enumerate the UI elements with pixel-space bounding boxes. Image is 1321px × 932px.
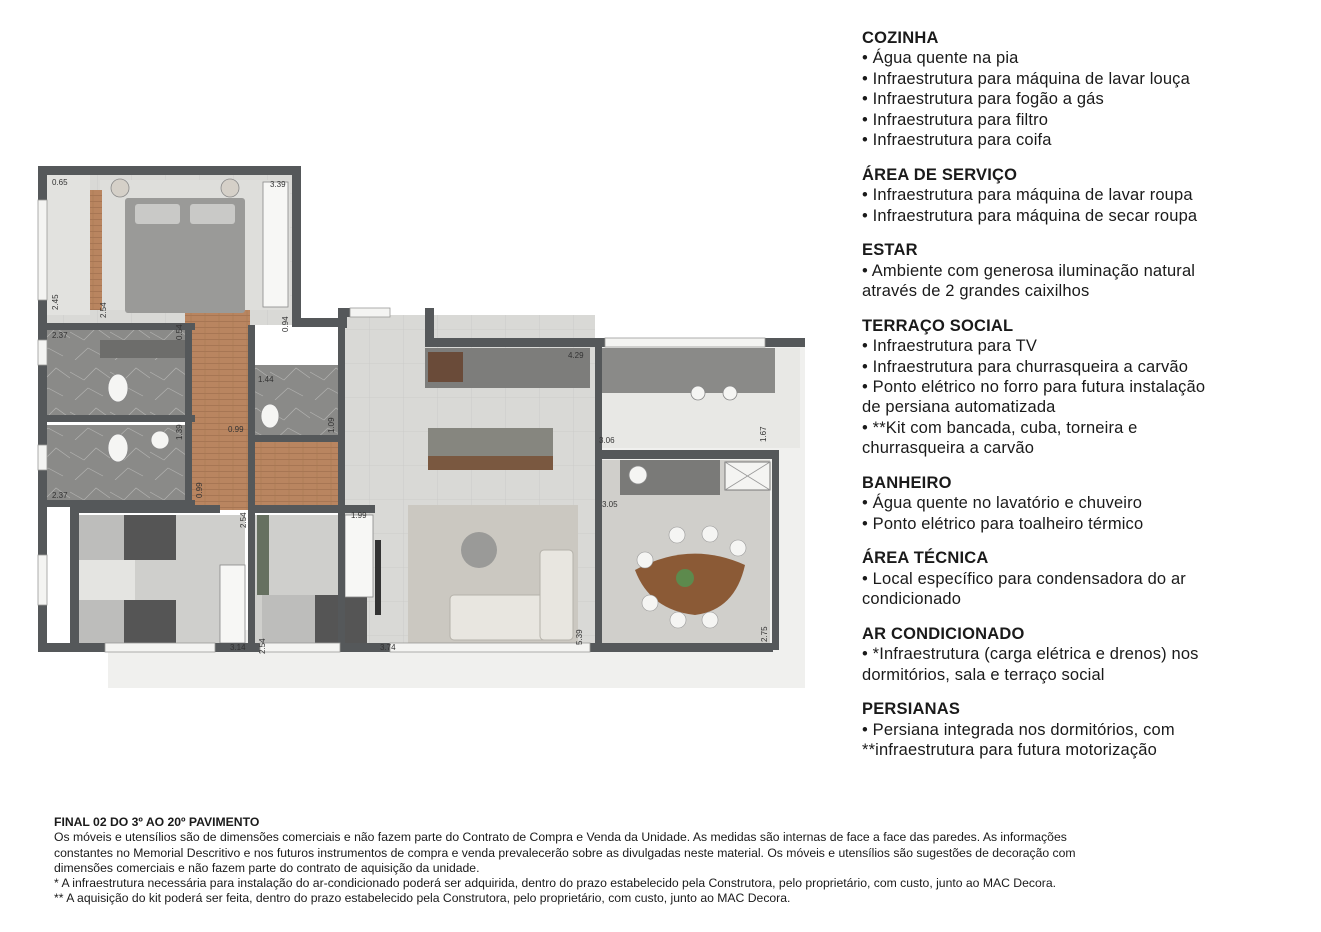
toilet-lavabo [261,404,279,428]
feature-item: • Água quente na pia [862,49,1019,68]
feature-item: • Infraestrutura para TV [862,337,1038,356]
feature-title: TERRAÇO SOCIAL [862,316,1014,335]
dim-label: 4.29 [568,351,584,360]
dim-label: 3.39 [270,180,286,189]
dim-label: 0.99 [195,482,204,498]
feature-section [862,240,1302,301]
feature-section [862,548,1302,609]
feature-title: BANHEIRO [862,473,952,492]
feature-item: • Infraestrutura para máquina de lavar louça [862,69,1190,88]
footnote-line: constantes no Memorial Descritivo e nos futuros instrumentos de compra e venda prevalecerão sobre as divulgadas neste material. Os móveis e utensílios são sugestões de decoração com [54,845,1076,860]
feature-item: • Local específico para condensadora do ar condicionado [862,569,1186,609]
tv [375,540,381,615]
dim-label: 3.74 [380,643,396,652]
dim-label: 0.54 [175,324,184,340]
floor-plan [30,160,815,700]
dim-label: 1.67 [759,426,768,442]
feature-title: ÁREA DE SERVIÇO [862,165,1018,184]
dim-label: 0.99 [228,425,244,434]
dim-label: 2.54 [239,512,248,528]
feature-item: • Água quente no lavatório e chuveiro [862,494,1143,513]
feature-item: • **Kit com bancada, cuba, torneira e churrasqueira a carvão [862,418,1138,458]
footnote-line: * A infraestrutura necessária para instalação do ar-condicionado poderá ser adquirida, dentro do prazo estabelecido pela Construtora, pelo proprietário, com custo, junto ao MAC Decora. [54,876,1056,891]
dim-label: 1.44 [258,375,274,384]
feature-title: AR CONDICIONADO [862,624,1025,643]
sink-2 [151,431,169,449]
toilet-1 [108,374,128,402]
feature-section [862,316,1302,459]
footnotes [54,815,1309,907]
feature-section [862,699,1302,760]
feature-title: ÁREA TÉCNICA [862,549,989,568]
feature-item: • Ponto elétrico para toalheiro térmico [862,514,1144,533]
dim-label: 0.65 [52,178,68,187]
dim-label: 2.54 [99,302,108,318]
feature-section [862,165,1302,226]
island [428,428,553,460]
dim-label: 2.75 [760,626,769,642]
feature-item: • Infraestrutura para coifa [862,131,1052,150]
feature-section [862,473,1302,534]
feature-item: • Infraestrutura para filtro [862,110,1049,129]
dim-label: 2.45 [51,294,60,310]
footnote-line: ** A aquisição do kit poderá ser feita, dentro do prazo estabelecido pela Construtora, pelo proprietário, com custo, junto ao MAC Decora. [54,891,791,906]
wardrobe-master [263,182,288,307]
dim-label: 1.09 [327,417,336,433]
dim-label: 1.99 [351,511,367,520]
toilet-2 [108,434,128,462]
feature-item: • Infraestrutura para churrasqueira a carvão [862,357,1189,376]
feature-item: • Infraestrutura para máquina de secar roupa [862,206,1198,225]
features-list [862,28,1302,775]
footnote-line: dimensões comerciais e não fazem parte do contrato de aquisição da unidade. [54,860,480,875]
feature-title: ESTAR [862,241,918,260]
unit-heading: FINAL 02 DO 3º AO 20º PAVIMENTO [54,815,260,829]
footnote-line: Os móveis e utensílios são de dimensões comerciais e não fazem parte do Contrato de Compra e Venda da Unidade. As medidas são internas de face a face das paredes. As informações [54,830,1067,845]
feature-item: • Infraestrutura para máquina de lavar roupa [862,186,1193,205]
feature-title: COZINHA [862,29,939,47]
dim-label: 3.05 [602,500,618,509]
dim-label: 0.94 [281,316,290,332]
dim-label: 3.14 [230,643,246,652]
dim-label: 2.54 [258,638,267,654]
feature-section [862,28,1302,150]
coffee-table [461,532,497,568]
dim-label: 5.39 [575,629,584,645]
feature-section [862,624,1302,685]
dim-label: 3.06 [599,436,615,445]
dim-label: 2.37 [52,331,68,340]
feature-item: • Infraestrutura para fogão a gás [862,90,1104,109]
dim-label: 1.39 [175,424,184,440]
dim-label: 2.37 [52,491,68,500]
feature-title: PERSIANAS [862,700,961,719]
feature-item: • Ponto elétrico no forro para futura instalação de persiana automatizada [862,377,1206,417]
feature-item: • *Infraestrutura (carga elétrica e drenos) nos dormitórios, sala e terraço social [862,645,1199,684]
feature-item: • Ambiente com generosa iluminação natural através de 2 grandes caixilhos [862,261,1196,301]
feature-item: • Persiana integrada nos dormitórios, com **infraestrutura para futura motorização [862,720,1175,760]
